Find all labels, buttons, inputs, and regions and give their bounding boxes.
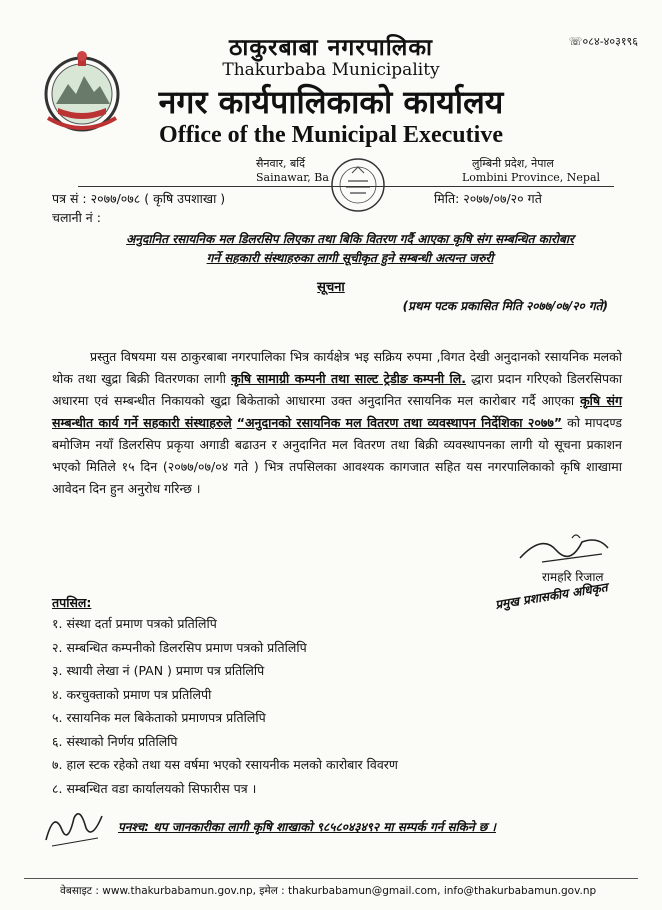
list-item: ८. सम्बन्धित वडा कार्यालयको सिफारीस पत्र । (52, 780, 257, 796)
municipality-name-english: Thakurbaba Municipality (222, 60, 440, 80)
signatory-name: रामहरि रिजाल (542, 570, 604, 584)
signatory-title: प्रमुख प्रशासकीय अधिकृत (494, 580, 609, 612)
target-cooperatives: कृषि संग सम्बन्धीत कार्य गर्ने सहकारी संस्थाहरुले (52, 393, 622, 430)
official-stamp-icon (328, 155, 388, 215)
first-published-date: (प्रथम पटक प्रकासित मिति २०७७/०७/२० गते) (402, 299, 608, 313)
notice-body (52, 346, 622, 500)
footer-divider (24, 878, 638, 879)
body-text-1: प्रस्तुत विषयमा यस ठाकुरबाबा नगरपालिका भित्र कार्यक्षेत्र भइ सक्रिय रुपमा ,विगत देखी अनुदानको रसायनिक मलको थोक तथा खुद्रा बिक्री वितरणका लागी (52, 349, 622, 386)
location-nepali: सैनवार, बर्दि (256, 157, 305, 170)
notice-title: सूचना (317, 280, 345, 295)
phone-number: ☏०८४-४०३१९६ (568, 35, 638, 48)
initials-signature-icon (40, 800, 110, 850)
location-english: Sainawar, Ba (256, 171, 329, 184)
footer-contact-info: वेबसाइट : www.thakurbabamun.gov.np, इमेल : thakurbabamun@gmail.com, info@thakurbabamun.gov.np (60, 885, 597, 897)
required-documents-list (52, 612, 572, 800)
list-item: ५. रसायनिक मल बिकेताको प्रमाणपत्र प्रतिलिपि (52, 710, 266, 725)
list-item: १. संस्था दर्ता प्रमाण पत्रको प्रतिलिपि (52, 616, 217, 631)
list-item: ६. संस्थाको निर्णय प्रतिलिपि (52, 733, 178, 749)
signature-icon (512, 528, 622, 568)
office-title-nepali: नगर कार्यपालिकाको कार्यालय (158, 83, 504, 121)
letter-number: पत्र सं : २०७७/०७८ ( कृषि उपशाखा ) (52, 191, 226, 206)
subject-line-1: अनुदानित रसायनिक मल डिलरसिप लिएका तथा बिकि वितरण गर्दै आएका कृषि संग सम्बन्धित कारोबार (126, 232, 574, 246)
directive-name: “अनुदानको रसायनिक मल वितरण तथा व्यवस्थापन निर्देशिका २०७७” (236, 415, 563, 430)
dispatch-number: चलानी नं : (52, 210, 101, 225)
attachments-title: तपसिल: (52, 595, 92, 610)
list-item: ७. हाल स्टक रहेको तथा यस वर्षमा भएको रसायनीक मलको कारोबार विवरण (52, 757, 398, 772)
header-divider (78, 186, 614, 187)
province-english: Lombini Province, Nepal (462, 171, 601, 184)
list-item: ३. स्थायी लेखा नं (PAN ) प्रमाण पत्र प्रतिलिपि (52, 663, 265, 678)
office-title-english: Office of the Municipal Executive (159, 122, 503, 148)
subject-line-2: गर्ने सहकारी संस्थाहरुका लागी सूचीकृत हुने सम्बन्धी अत्यन्त जरुरी (206, 251, 494, 265)
province-nepali: लुम्बिनी प्रदेश, नेपाल (472, 157, 554, 170)
municipality-name-nepali: ठाकुरबाबा नगरपालिका (229, 35, 433, 61)
letter-date: मिति: २०७७/०७/२० गते (434, 191, 542, 206)
list-item: २. सम्बन्धित कम्पनीको डिलरसिप प्रमाण पत्रको प्रतिलिपि (52, 639, 307, 655)
notice-subject (90, 230, 610, 268)
list-item: ४. करचुक्ताको प्रमाण पत्र प्रतिलिपी (52, 686, 212, 702)
body-text-2: द्धारा प्रदान गरिएको डिलरसिपका अधारमा एवं सम्बन्धीत निकायको खुद्रा बिकेताको आधारमा उक्त अनुदानित रसायनिक मल कारोबार गर्दै आएका (52, 371, 622, 408)
contact-footnote: पनश्च: थप जानकारीका लागी कृषि शाखाको ९८५८०४३४९२ मा सम्पर्क गर्न सकिने छ । (118, 820, 496, 834)
body-text-4: को मापदण्ड बमोजिम नयाँ डिलरसिप प्रकृया अगाडी बढाउन र अनुदानित मल वितरण तथा बिक्री व्यवस्थापनका लागी यो सूचना प्रकाशन भएको मितिले १५ दिन (२०७७/०७/०४ गते ) भित्र तपसिलका आवश्यक कागजात सहित यस नगरपालिकाको कृषि शाखामा आवेदन दिन हुन अनुरोध गरिन्छ । (52, 415, 622, 496)
company-names: कृषि सामाग्री कम्पनी तथा साल्ट ट्रेडीङ कम्पनी लि. (231, 371, 467, 386)
